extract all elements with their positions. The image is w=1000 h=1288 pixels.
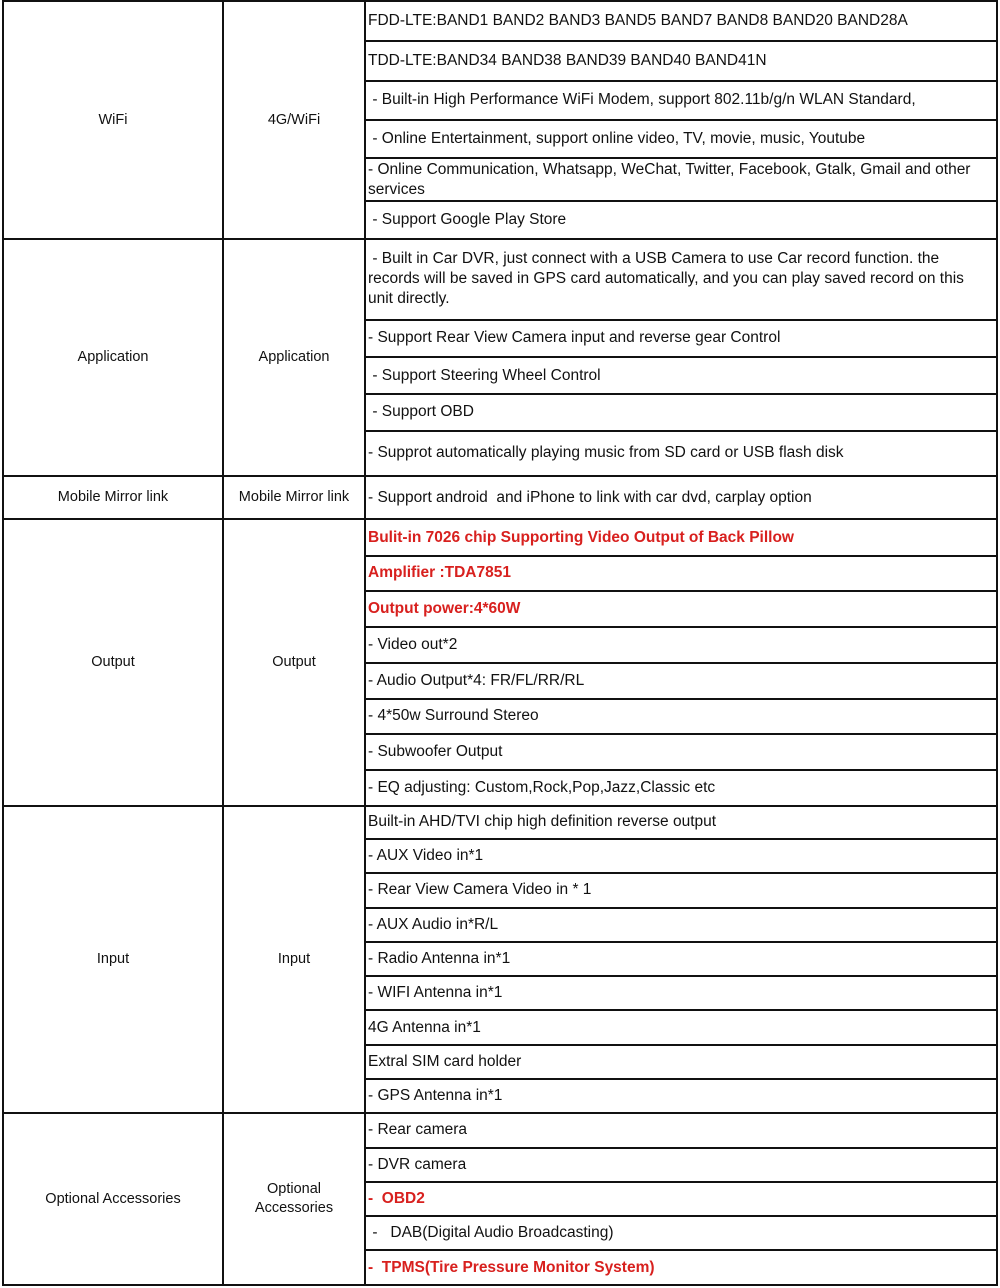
feature-cell: 4G Antenna in*1 [365, 1010, 997, 1044]
feature-cell: TDD-LTE:BAND34 BAND38 BAND39 BAND40 BAND41N [365, 41, 997, 80]
subcategory-cell: 4G/WiFi [223, 1, 365, 239]
subcategory-cell: Input [223, 806, 365, 1114]
table-row [3, 239, 997, 320]
table-row [3, 806, 997, 839]
feature-cell: - Support Steering Wheel Control [365, 357, 997, 394]
feature-cell: - WIFI Antenna in*1 [365, 976, 997, 1010]
table-row [3, 519, 997, 555]
feature-cell: - Support Google Play Store [365, 201, 997, 239]
subcategory-cell: Optional Accessories [223, 1113, 365, 1285]
feature-cell: Extral SIM card holder [365, 1045, 997, 1079]
subcategory-cell: Mobile Mirror link [223, 476, 365, 519]
subcategory-cell: Output [223, 519, 365, 805]
category-cell: Application [3, 239, 223, 476]
feature-cell: - Subwoofer Output [365, 734, 997, 770]
category-cell: WiFi [3, 1, 223, 239]
feature-cell: - AUX Audio in*R/L [365, 908, 997, 942]
table-row [3, 476, 997, 519]
feature-cell: - Online Communication, Whatsapp, WeChat, Twitter, Facebook, Gtalk, Gmail and other services [365, 158, 997, 200]
feature-cell: - Online Entertainment, support online video, TV, movie, music, Youtube [365, 120, 997, 158]
category-cell: Optional Accessories [3, 1113, 223, 1285]
spec-table-body [3, 1, 997, 1285]
feature-cell: - Support Rear View Camera input and reverse gear Control [365, 320, 997, 357]
feature-cell-highlighted: Amplifier :TDA7851 [365, 556, 997, 591]
feature-cell: Built-in AHD/TVI chip high definition reverse output [365, 806, 997, 839]
feature-cell: - Built-in High Performance WiFi Modem, support 802.11b/g/n WLAN Standard, [365, 81, 997, 120]
feature-cell: - EQ adjusting: Custom,Rock,Pop,Jazz,Classic etc [365, 770, 997, 805]
feature-cell: - Supprot automatically playing music from SD card or USB flash disk [365, 431, 997, 476]
feature-cell: - Radio Antenna in*1 [365, 942, 997, 976]
feature-cell: FDD-LTE:BAND1 BAND2 BAND3 BAND5 BAND7 BAND8 BAND20 BAND28A [365, 1, 997, 41]
category-cell: Input [3, 806, 223, 1114]
feature-cell: - 4*50w Surround Stereo [365, 699, 997, 734]
feature-cell: - GPS Antenna in*1 [365, 1079, 997, 1113]
spec-table [2, 0, 998, 1286]
feature-cell: - DAB(Digital Audio Broadcasting) [365, 1216, 997, 1250]
feature-cell: - DVR camera [365, 1148, 997, 1182]
feature-cell-highlighted: - OBD2 [365, 1182, 997, 1216]
feature-cell: - Support android and iPhone to link with car dvd, carplay option [365, 476, 997, 519]
category-cell: Mobile Mirror link [3, 476, 223, 519]
subcategory-cell: Application [223, 239, 365, 476]
feature-cell: - AUX Video in*1 [365, 839, 997, 873]
feature-cell-highlighted: - TPMS(Tire Pressure Monitor System) [365, 1250, 997, 1285]
category-cell: Output [3, 519, 223, 805]
feature-cell: - Video out*2 [365, 627, 997, 662]
table-row [3, 1, 997, 41]
feature-cell: - Rear View Camera Video in * 1 [365, 873, 997, 907]
feature-cell-highlighted: Bulit-in 7026 chip Supporting Video Output of Back Pillow [365, 519, 997, 555]
feature-cell: - Built in Car DVR, just connect with a USB Camera to use Car record function. the records will be saved in GPS card automatically, and you can play saved record on this unit directly. [365, 239, 997, 320]
feature-cell: - Support OBD [365, 394, 997, 430]
feature-cell-highlighted: Output power:4*60W [365, 591, 997, 627]
table-row [3, 1113, 997, 1147]
feature-cell: - Rear camera [365, 1113, 997, 1147]
feature-cell: - Audio Output*4: FR/FL/RR/RL [365, 663, 997, 699]
